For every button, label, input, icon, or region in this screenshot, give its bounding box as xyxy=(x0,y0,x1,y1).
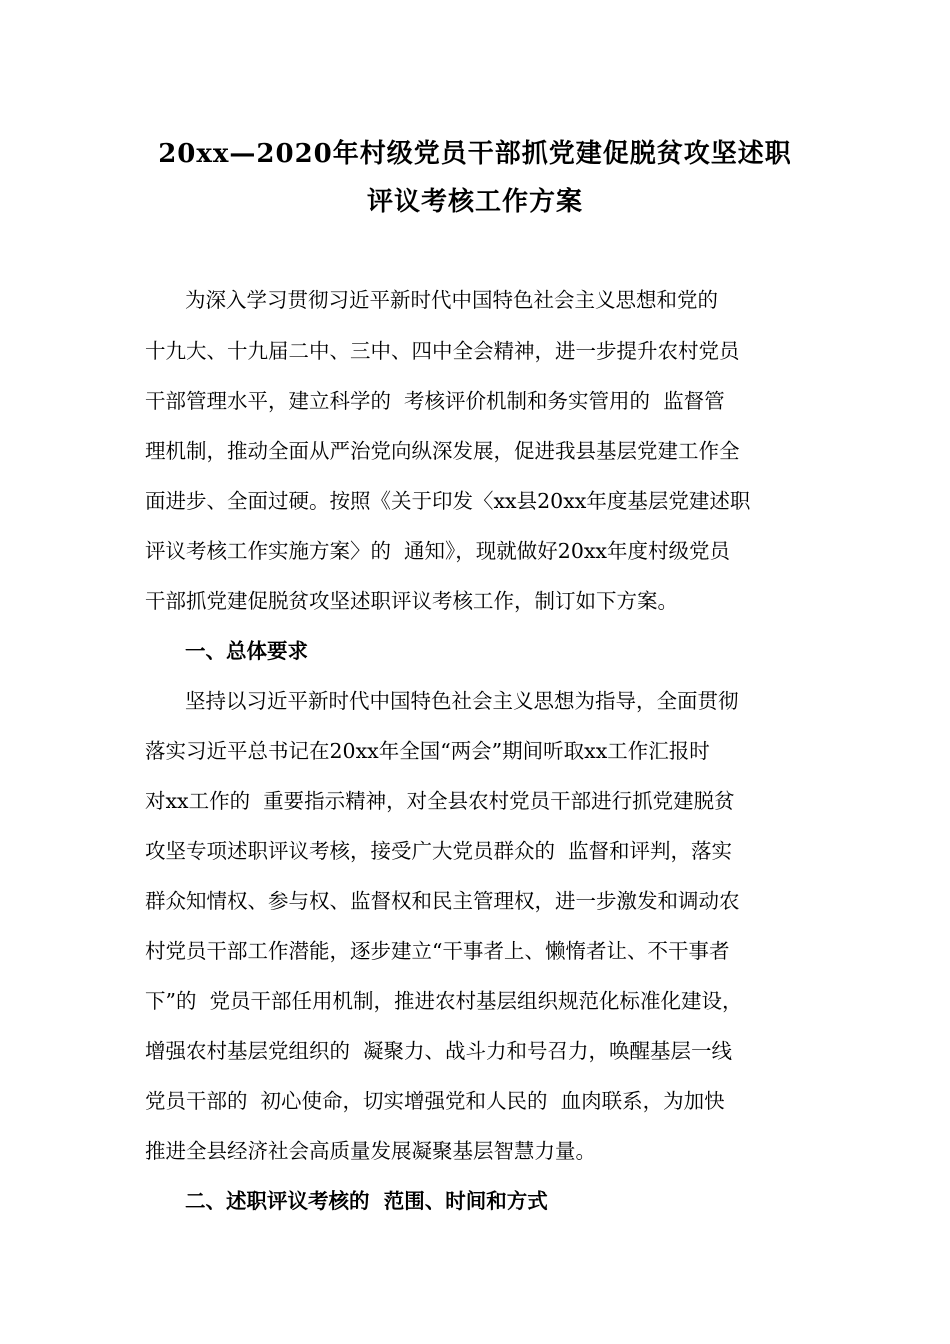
section-heading-1: 一、总体要求 xyxy=(185,639,308,663)
paragraph-line: 群众知情权、参与权、监督权和民主管理权，进一步激发和调动农 xyxy=(145,889,740,913)
paragraph-line: 干部管理水平，建立科学的 考核评价机制和务实管用的 监督管 xyxy=(145,389,725,413)
document-title-line-2: 评议考核工作方案 xyxy=(366,187,583,217)
paragraph-line: 评议考核工作实施方案〉的 通知》，现就做好20xx年度村级党员 xyxy=(145,539,730,563)
paragraph-line: 推进全县经济社会高质量发展凝聚基层智慧力量。 xyxy=(145,1139,596,1163)
paragraph-line: 攻坚专项述职评议考核，接受广大党员群众的 监督和评判，落实 xyxy=(145,839,733,863)
paragraph-line: 增强农村基层党组织的 凝聚力、战斗力和号召力，唤醒基层一线 xyxy=(145,1039,733,1063)
paragraph-line: 对xx工作的 重要指示精神，对全县农村党员干部进行抓党建脱贫 xyxy=(145,789,735,813)
paragraph-line: 落实习近平总书记在20xx年全国“两会”期间听取xx工作汇报时 xyxy=(145,739,710,763)
section-heading-2: 二、述职评议考核的 范围、时间和方式 xyxy=(185,1189,548,1213)
paragraph-line: 为深入学习贯彻习近平新时代中国特色社会主义思想和党的 xyxy=(185,288,718,312)
paragraph-line: 村党员干部工作潜能，逐步建立“干事者上、懒惰者让、不干事者 xyxy=(145,939,730,963)
paragraph-line: 十九大、十九届二中、三中、四中全会精神，进一步提升农村党员 xyxy=(145,339,740,363)
paragraph-line: 理机制，推动全面从严治党向纵深发展，促进我县基层党建工作全 xyxy=(145,439,740,463)
paragraph-line: 坚持以习近平新时代中国特色社会主义思想为指导，全面贯彻 xyxy=(185,689,739,713)
document-title-line-1: 20xx—2020年村级党员干部抓党建促脱贫攻坚述职 xyxy=(158,139,792,169)
paragraph-line: 面进步、全面过硬。按照《关于印发〈xx县20xx年度基层党建述职 xyxy=(145,489,751,513)
paragraph-line: 下”的 党员干部任用机制，推进农村基层组织规范化标准化建设， xyxy=(145,989,743,1013)
paragraph-line: 党员干部的 初心使命，切实增强党和人民的 血肉联系，为加快 xyxy=(145,1089,725,1113)
paragraph-line: 干部抓党建促脱贫攻坚述职评议考核工作，制订如下方案。 xyxy=(145,589,678,613)
